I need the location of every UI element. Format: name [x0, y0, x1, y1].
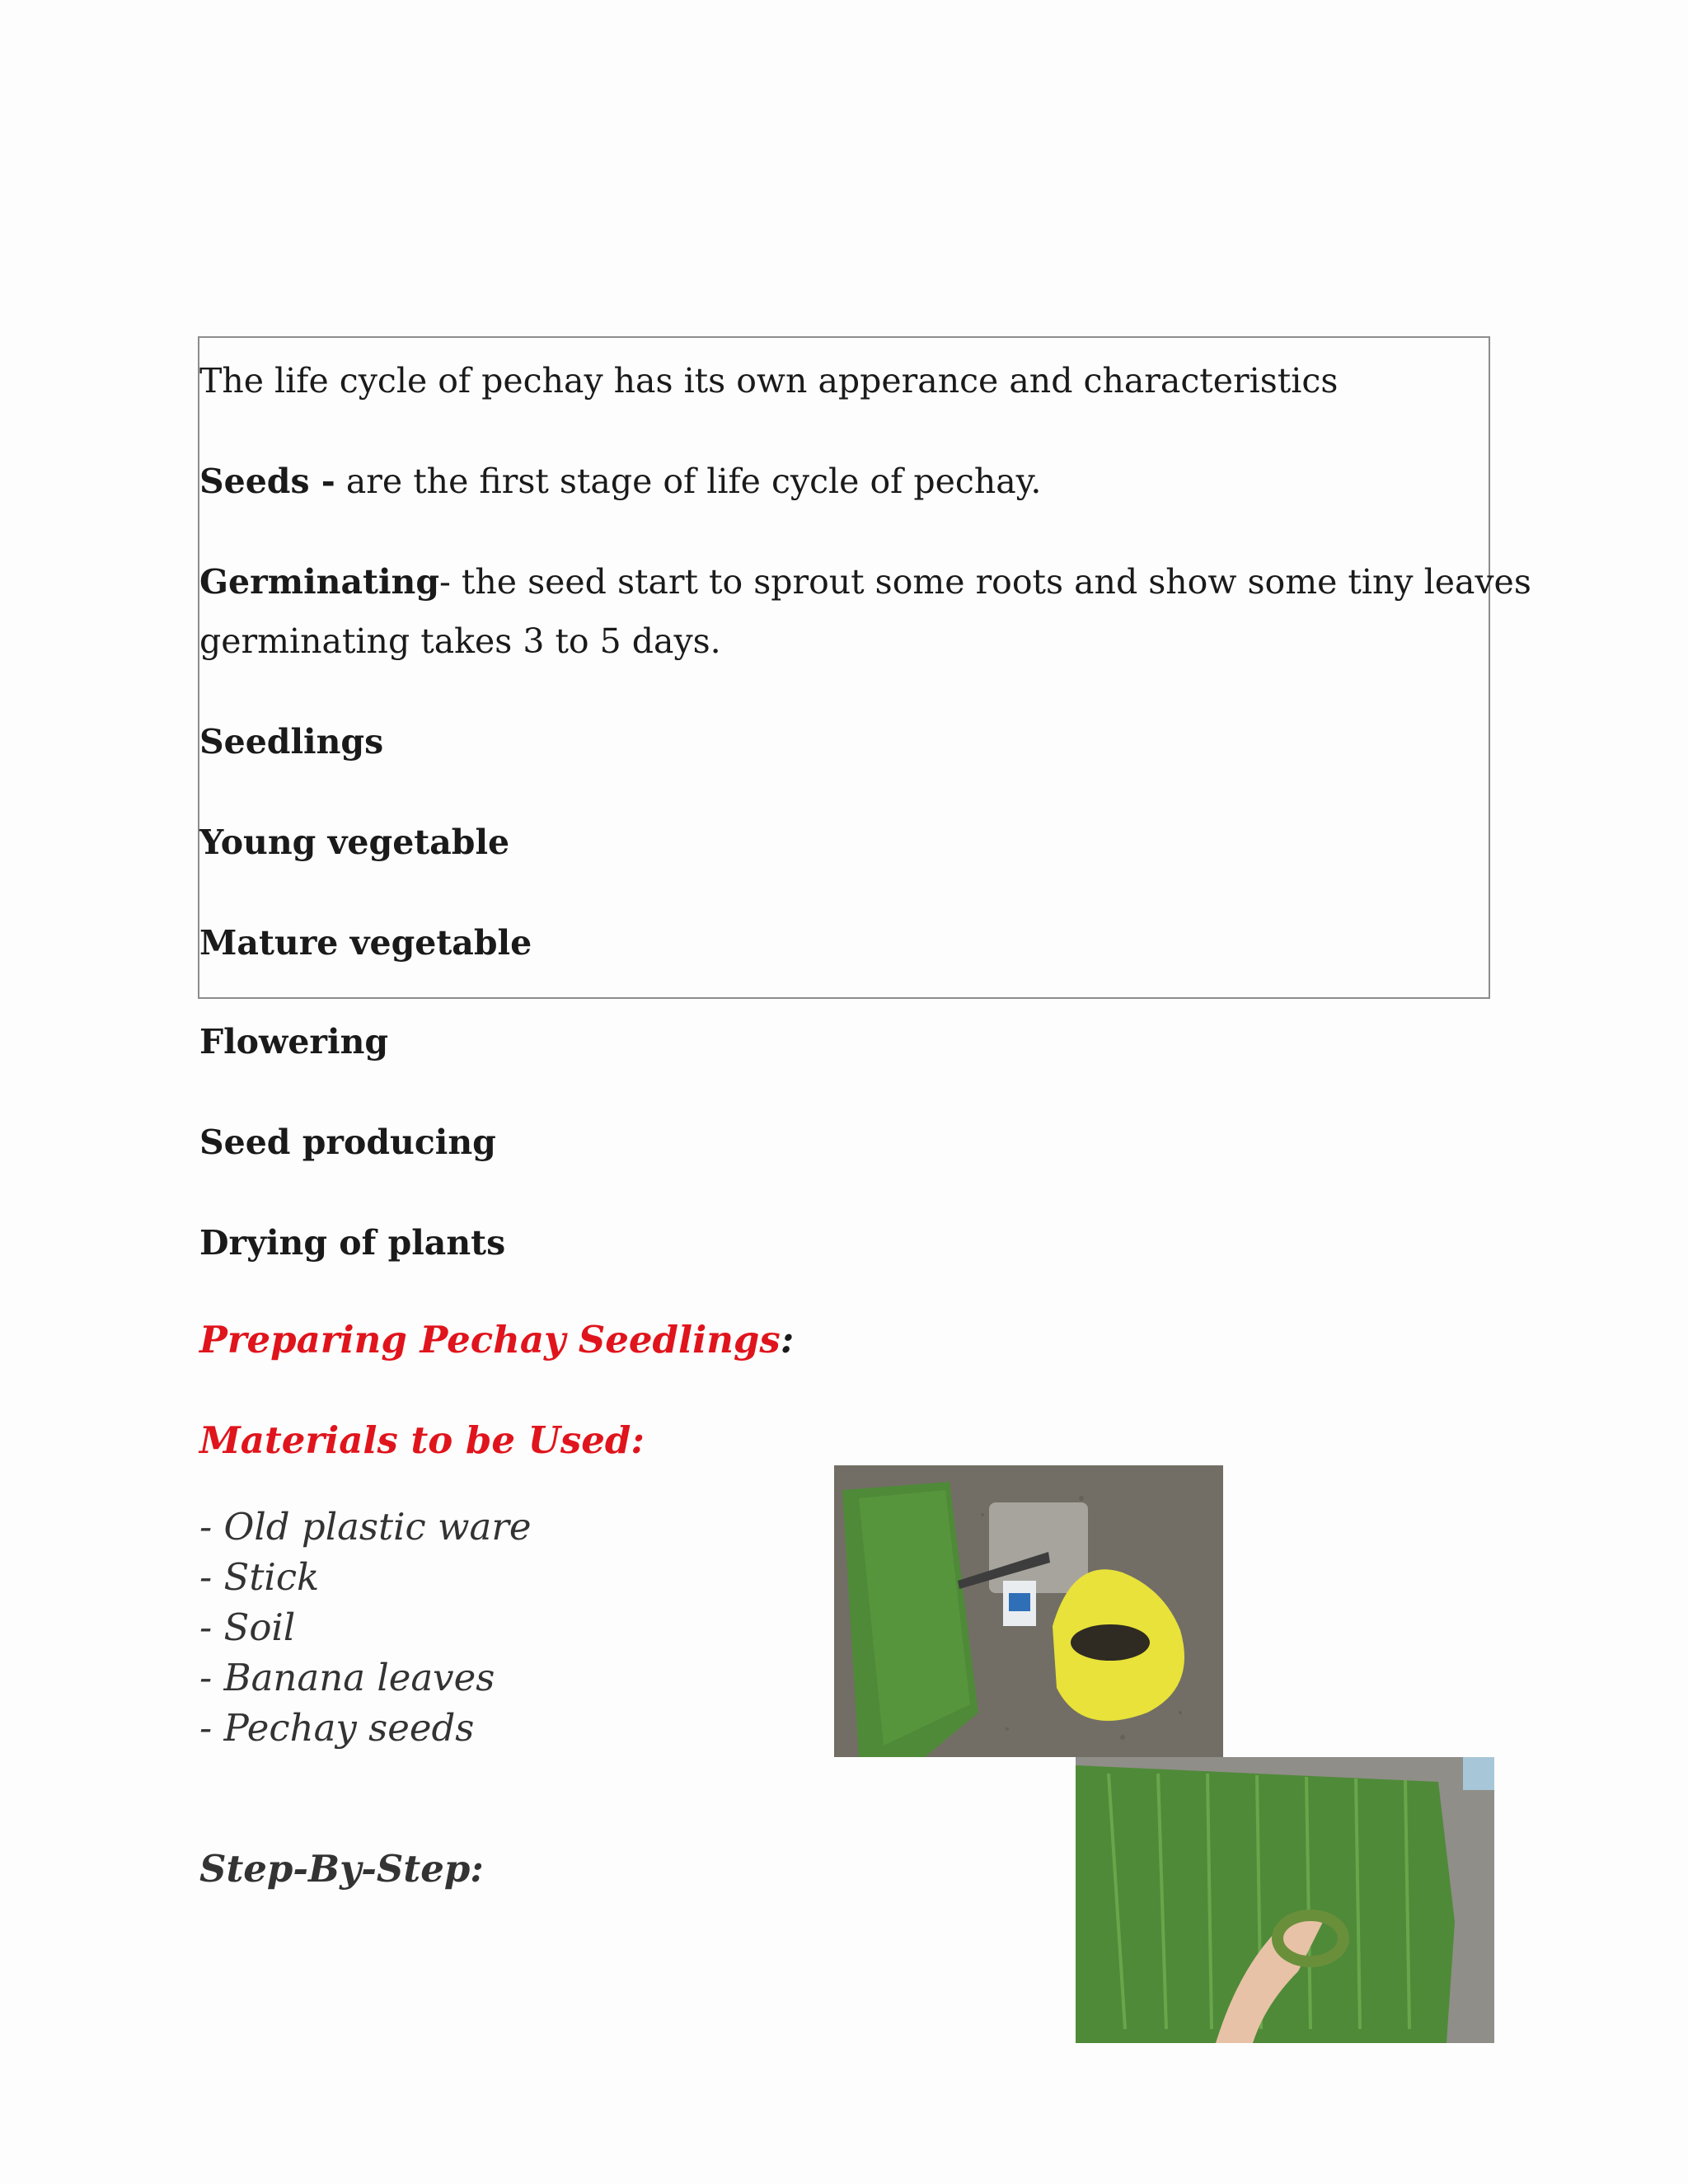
stage-mature: Mature vegetable	[199, 923, 532, 963]
stage-seeds	[199, 452, 1041, 511]
material-item: - Banana leaves	[199, 1656, 495, 1699]
preparing-heading	[199, 1310, 794, 1371]
preparing-title: Preparing Pechay Seedlings	[199, 1318, 781, 1361]
stage-desc: - the seed start to sprout some roots and show some tiny leaves	[439, 562, 1531, 602]
banana-leaf-photo	[1076, 1757, 1494, 2043]
steps-heading: Step-By-Step:	[199, 1847, 484, 1891]
stage-term: Seeds -	[199, 462, 335, 501]
intro-text: The life cycle of pechay has its own apperance and characteristics	[199, 361, 1339, 401]
stage-desc: are the first stage of life cycle of pechay.	[335, 462, 1042, 501]
stage-germinating	[199, 552, 1531, 612]
stage-flowering: Flowering	[199, 1022, 389, 1062]
stage-seedlings: Seedlings	[199, 722, 384, 762]
material-item: - Old plastic ware	[199, 1505, 532, 1549]
stage-term: Germinating	[199, 562, 440, 602]
material-item: - Soil	[199, 1605, 296, 1649]
stage-seed-producing: Seed producing	[199, 1122, 496, 1162]
stage-drying: Drying of plants	[199, 1223, 506, 1263]
materials-photo-image	[834, 1465, 1223, 1757]
material-item: - Stick	[199, 1555, 320, 1599]
stage-young: Young vegetable	[199, 823, 510, 862]
banana-leaf-photo-image	[1076, 1757, 1494, 2043]
materials-photo	[834, 1465, 1223, 1757]
material-item: - Pechay seeds	[199, 1706, 475, 1750]
stage-germinating-cont: germinating takes 3 to 5 days.	[199, 621, 721, 661]
preparing-colon: :	[780, 1318, 795, 1361]
materials-heading: Materials to be Used:	[199, 1418, 645, 1462]
